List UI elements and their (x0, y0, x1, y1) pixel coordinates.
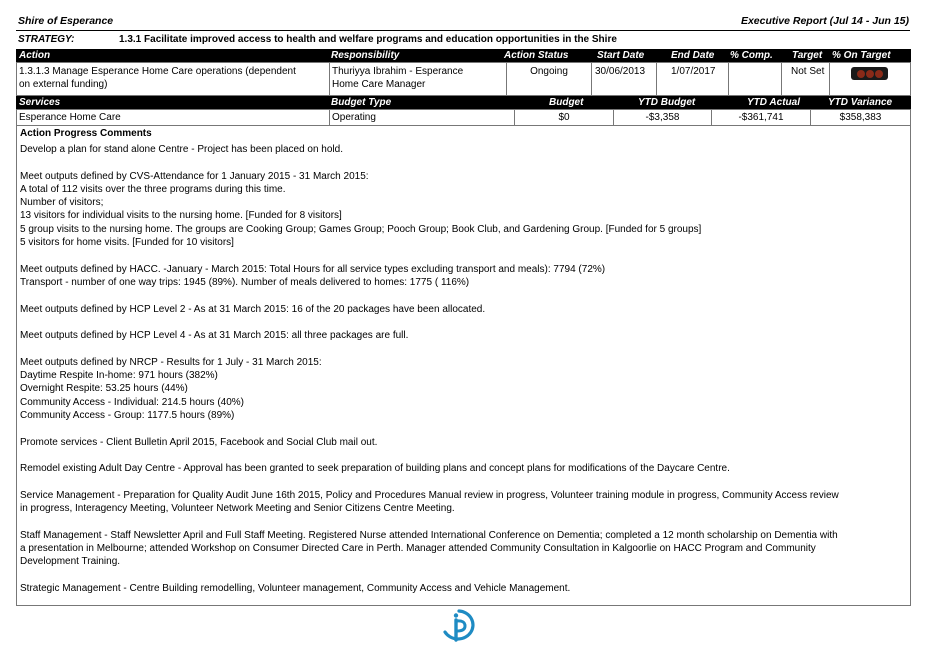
org-name: Shire of Esperance (18, 15, 114, 27)
end-date: 1/07/2017 (671, 66, 716, 77)
col-services: Services (19, 97, 61, 108)
col-budget: Budget (549, 97, 584, 108)
col-comp: % Comp. (730, 50, 773, 61)
col-start-date: Start Date (597, 50, 645, 61)
comment-paragraph: Meet outputs defined by HCP Level 4 - As at 31 March 2015: all three packages are full. (20, 330, 409, 342)
traffic-light-icon (851, 67, 888, 80)
comment-paragraph: Promote services - Client Bulletin April 2015, Facebook and Social Club mail out. (20, 436, 378, 448)
comment-paragraph: Develop a plan for stand alone Centre - Project has been placed on hold. (20, 144, 343, 155)
comment-paragraph: Service Management - Preparation for Quality Audit June 16th 2015, Policy and Procedures Manual review in progress, Volunteer training module in progress, Community Access review in progress, Interagency Meeting, Volunteer Network Meeting and Senior Citizens Centre Meeting. (20, 489, 839, 515)
action-name-cell (17, 63, 330, 95)
ytd-variance-value: $358,383 (839, 112, 882, 123)
services-header-bar (16, 96, 911, 109)
light-dot-icon (866, 70, 874, 78)
col-ytd-actual: YTD Actual (747, 97, 800, 108)
comment-paragraph: Meet outputs defined by CVS-Attendance for 1 January 2015 - 31 March 2015: A total of 112 visits over the three programs during this time. Number of visitors; 13 visitors for individual visits to the nursing home. [Funded for 8 visitors] 5 group visits to the nursing home. The groups are Cooking Group; Games Group; Pooch Group; Book Club, and Gardening Group. [Funded for 5 groups] 5 visitors for home visits. [Funded for 10 visitors] (20, 170, 702, 249)
col-end-date: End Date (671, 50, 715, 61)
light-dot-icon (875, 70, 883, 78)
shire-logo-icon (439, 608, 479, 642)
strategy-text: 1.3.1 Facilitate improved access to health and welfare programs and education opportunities in the Shire (119, 34, 617, 45)
ytd-actual-cell (712, 110, 811, 125)
start-date-cell (592, 63, 657, 95)
budget-cell (515, 110, 614, 125)
header-divider (16, 30, 910, 31)
comment-paragraph: Meet outputs defined by HACC. -January - March 2015: Total Hours for all service types excluding transport and meals): 7794 (72%) Transport - number of one way trips: 1945 (89%). Number of meals delivered to homes: 1775 ( 116%) (20, 263, 606, 288)
budget-value: $0 (558, 112, 570, 123)
comment-paragraph: Remodel existing Adult Day Centre - Approval has been granted to seek preparation of building plans and concept plans for modifications of the Daycare Centre. (20, 463, 730, 475)
col-action-status: Action Status (504, 50, 569, 61)
action-row (16, 62, 911, 96)
col-responsibility: Responsibility (331, 50, 400, 61)
ytd-budget-value: -$3,358 (645, 112, 680, 123)
start-date: 30/06/2013 (595, 66, 646, 77)
col-budget-type: Budget Type (331, 97, 392, 108)
end-date-cell (657, 63, 729, 95)
responsibility-cell (330, 63, 507, 95)
strategy-label: STRATEGY: (18, 34, 75, 45)
responsibility-line2: Home Care Manager (332, 79, 426, 90)
col-ytd-variance: YTD Variance (828, 97, 893, 108)
comment-paragraph: Meet outputs defined by NRCP - Results for 1 July - 31 March 2015: Daytime Respite In-home: 971 hours (382%) Overnight Respite: 53.25 hours (44%) Community Access - Individual: 214.5 hours (40%) Community Access - Group: 1177.5 hours (89%) (20, 356, 322, 421)
status-cell (507, 63, 592, 95)
col-target: Target (792, 50, 823, 61)
comments-heading: Action Progress Comments (20, 128, 152, 139)
report-title: Executive Report (Jul 14 - Jun 15) (740, 15, 909, 27)
action-name-line2: on external funding) (19, 79, 108, 90)
ytd-variance-cell (811, 110, 910, 125)
budget-type-cell (330, 110, 515, 125)
action-header-bar (16, 49, 911, 62)
action-progress-comments (16, 125, 911, 606)
budget-type: Operating (332, 112, 376, 123)
comment-paragraph: Meet outputs defined by HCP Level 2 - As at 31 March 2015: 16 of the 20 packages have been allocated. (20, 303, 486, 315)
light-dot-icon (857, 70, 865, 78)
col-on-target: % On Target (832, 50, 891, 61)
ytd-actual-value: -$361,741 (738, 112, 784, 123)
strategy-row (16, 34, 910, 47)
target-value: Not Set (791, 66, 825, 77)
col-action: Action (19, 50, 51, 61)
responsibility-line1: Thuriyya Ibrahim - Esperance (332, 66, 464, 77)
comment-paragraph: Strategic Management - Centre Building remodelling, Volunteer management, Community Access and Vehicle Management. (20, 582, 571, 594)
comments-body (20, 143, 900, 608)
comment-paragraph: Staff Management - Staff Newsletter April and Full Staff Meeting. Registered Nurse attended International Conference on Dementia; completed a 12 month scholarship on Dementia with a presentation in Melbourne; attended Workshop on Consumer Directed Care in Perth. Manager attended Community Consultation in Kalgoorlie on HACC Program and Community Development Training. (20, 529, 838, 568)
comp-cell (729, 63, 782, 95)
service-row (16, 109, 911, 126)
report-header (16, 15, 911, 29)
ytd-budget-cell (614, 110, 712, 125)
action-name-line1: 1.3.1.3 Manage Esperance Home Care operations (dependent (19, 66, 296, 77)
action-status: Ongoing (530, 66, 568, 77)
col-ytd-budget: YTD Budget (638, 97, 696, 108)
target-cell (782, 63, 830, 95)
service-name-cell (17, 110, 330, 125)
service-name: Esperance Home Care (19, 112, 121, 123)
